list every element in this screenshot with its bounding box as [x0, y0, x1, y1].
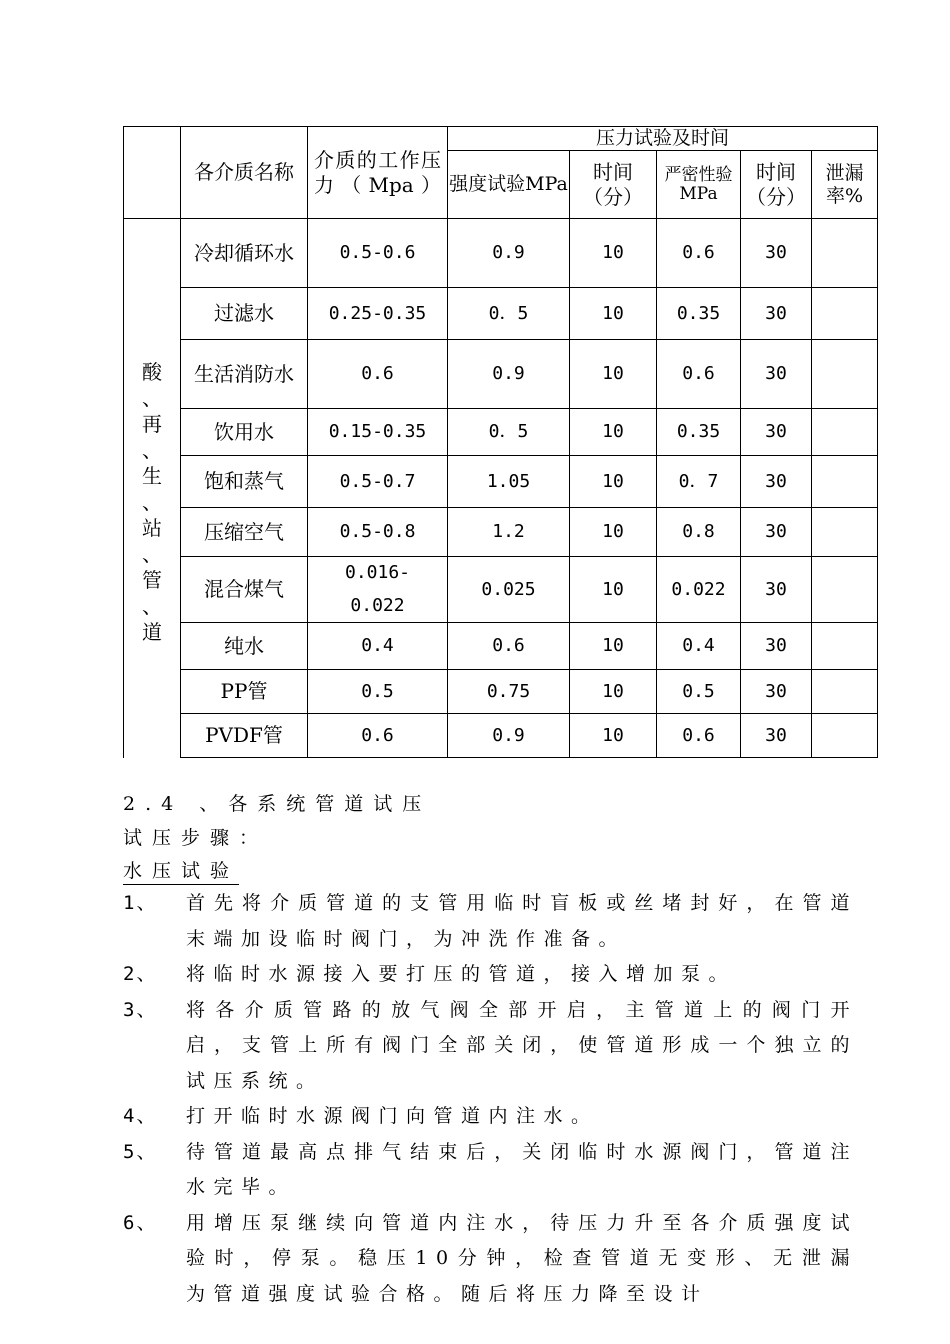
time2-cell: 30	[741, 557, 812, 623]
tight-cell: 0.5	[657, 670, 741, 714]
category-label	[124, 219, 181, 758]
leak-cell	[812, 219, 878, 288]
time2-cell: 30	[741, 623, 812, 670]
tight-cell: 0.35	[657, 288, 741, 340]
leak-cell	[812, 623, 878, 670]
strength-cell: 0.9	[448, 340, 570, 409]
medium-name-cell: 饱和蒸气	[181, 456, 308, 508]
table-row	[124, 340, 878, 409]
time1-cell: 10	[570, 557, 657, 623]
step-number: 1、	[123, 892, 158, 914]
section-title: 2.4 、各系统管道试压	[123, 793, 432, 815]
tight-cell: 0．7	[657, 456, 741, 508]
leak-cell	[812, 508, 878, 557]
category-char: 酸	[142, 360, 162, 385]
pressure-cell: 0.5-0.8	[308, 508, 448, 557]
strength-cell: 0.9	[448, 219, 570, 288]
strength-cell: 1.05	[448, 456, 570, 508]
leak-cell	[812, 557, 878, 623]
tight-cell: 0.4	[657, 623, 741, 670]
strength-cell: 0．5	[448, 409, 570, 456]
leak-cell	[812, 456, 878, 508]
category-char: 、	[142, 542, 162, 567]
time2-cell: 30	[741, 340, 812, 409]
table-row	[124, 409, 878, 456]
category-char: 管	[142, 568, 162, 593]
medium-name-cell: 纯水	[181, 623, 308, 670]
step-number: 6、	[123, 1211, 158, 1234]
pressure-cell: 0.5-0.6	[308, 219, 448, 288]
header-time-1: 时间（分）	[570, 151, 657, 219]
table-row	[124, 714, 878, 758]
step-item	[123, 1099, 858, 1135]
strength-cell: 0.75	[448, 670, 570, 714]
category-header-cell	[124, 127, 181, 219]
pressure-test-table	[123, 126, 878, 758]
category-char: 生	[142, 464, 162, 489]
step-number: 4、	[123, 1105, 158, 1127]
step-text: 用增压泵继续向管道内注水，待压力升至各介质强度试验时，停泵。稳压10分钟，检查管道无变形、无泄漏为管道强度试验合格。随后将压力降至设计	[186, 1211, 858, 1305]
medium-name-cell: PVDF管	[181, 714, 308, 758]
table-row	[124, 670, 878, 714]
time2-cell: 30	[741, 670, 812, 714]
step-item	[123, 1206, 858, 1313]
step-item	[123, 993, 858, 1100]
time2-cell: 30	[741, 508, 812, 557]
table-row	[124, 288, 878, 340]
header-strength-test: 强度试验MPa	[448, 151, 570, 219]
header-leak-rate: 泄漏率%	[812, 151, 878, 219]
step-text: 将各介质管路的放气阀全部开启，主管道上的阀门开启，支管上所有阀门全部关闭，使管道形成一个独立的试压系统。	[186, 998, 858, 1092]
leak-cell	[812, 670, 878, 714]
steps-list	[123, 886, 858, 1312]
step-item	[123, 886, 858, 957]
table-row	[124, 508, 878, 557]
time2-cell: 30	[741, 456, 812, 508]
time2-cell: 30	[741, 714, 812, 758]
pressure-cell: 0.016-0.022	[308, 557, 448, 623]
time1-cell: 10	[570, 456, 657, 508]
time1-cell: 10	[570, 409, 657, 456]
tight-cell: 0.35	[657, 409, 741, 456]
step-item	[123, 1135, 858, 1206]
category-char: 、	[142, 594, 162, 619]
category-char: 、	[142, 490, 162, 515]
strength-cell: 1.2	[448, 508, 570, 557]
time1-cell: 10	[570, 670, 657, 714]
strength-cell: 0.025	[448, 557, 570, 623]
strength-cell: 0.9	[448, 714, 570, 758]
time1-cell: 10	[570, 714, 657, 758]
leak-cell	[812, 340, 878, 409]
step-text: 将临时水源接入要打压的管道，接入增加泵。	[186, 963, 737, 985]
pressure-cell: 0.25-0.35	[308, 288, 448, 340]
step-item	[123, 957, 858, 993]
category-char: 站	[142, 516, 162, 541]
pressure-cell: 0.5-0.7	[308, 456, 448, 508]
pressure-cell: 0.15-0.35	[308, 409, 448, 456]
strength-cell: 0.6	[448, 623, 570, 670]
category-char: 再	[142, 412, 162, 437]
category-char: 、	[142, 386, 162, 411]
time2-cell: 30	[741, 288, 812, 340]
strength-cell: 0．5	[448, 288, 570, 340]
medium-name-cell: 过滤水	[181, 288, 308, 340]
header-time-2: 时间（分）	[741, 151, 812, 219]
tight-cell: 0.022	[657, 557, 741, 623]
time2-cell: 30	[741, 409, 812, 456]
pressure-cell: 0.6	[308, 340, 448, 409]
category-char: 、	[142, 438, 162, 463]
time1-cell: 10	[570, 340, 657, 409]
step-text: 首先将介质管道的支管用临时盲板或丝堵封好，在管道末端加设临时阀门，为冲洗作准备。	[186, 892, 858, 950]
time2-cell: 30	[741, 219, 812, 288]
time1-cell: 10	[570, 288, 657, 340]
pressure-cell: 0.6	[308, 714, 448, 758]
table-row	[124, 219, 878, 288]
tight-cell: 0.6	[657, 714, 741, 758]
medium-name-cell: 生活消防水	[181, 340, 308, 409]
step-number: 3、	[123, 998, 158, 1021]
medium-name-cell: PP管	[181, 670, 308, 714]
header-group-title: 压力试验及时间	[448, 127, 878, 151]
time1-cell: 10	[570, 623, 657, 670]
leak-cell	[812, 409, 878, 456]
time1-cell: 10	[570, 508, 657, 557]
header-work-pressure: 介质的工作压 力（Mpa）	[308, 127, 448, 219]
header-tightness-test: 严密性验MPa	[657, 151, 741, 219]
pressure-cell: 0.5	[308, 670, 448, 714]
category-char: 道	[142, 620, 162, 645]
tight-cell: 0.8	[657, 508, 741, 557]
medium-name-cell: 压缩空气	[181, 508, 308, 557]
steps-title: 试压步骤：	[123, 827, 269, 849]
medium-name-cell: 冷却循环水	[181, 219, 308, 288]
water-test-title	[123, 853, 239, 889]
step-text: 打开临时水源阀门向管道内注水。	[186, 1105, 599, 1127]
tight-cell: 0.6	[657, 219, 741, 288]
table-row	[124, 456, 878, 508]
table-row	[124, 557, 878, 623]
step-number: 2、	[123, 963, 158, 985]
medium-name-cell: 混合煤气	[181, 557, 308, 623]
leak-cell	[812, 714, 878, 758]
time1-cell: 10	[570, 219, 657, 288]
step-text: 待管道最高点排气结束后，关闭临时水源阀门，管道注水完毕。	[186, 1140, 858, 1198]
header-medium-name: 各介质名称	[181, 127, 308, 219]
tight-cell: 0.6	[657, 340, 741, 409]
pressure-cell: 0.4	[308, 623, 448, 670]
medium-name-cell: 饮用水	[181, 409, 308, 456]
leak-cell	[812, 288, 878, 340]
step-number: 5、	[123, 1140, 158, 1163]
table-row	[124, 623, 878, 670]
water-test-title-text: 水压试验	[123, 860, 239, 885]
